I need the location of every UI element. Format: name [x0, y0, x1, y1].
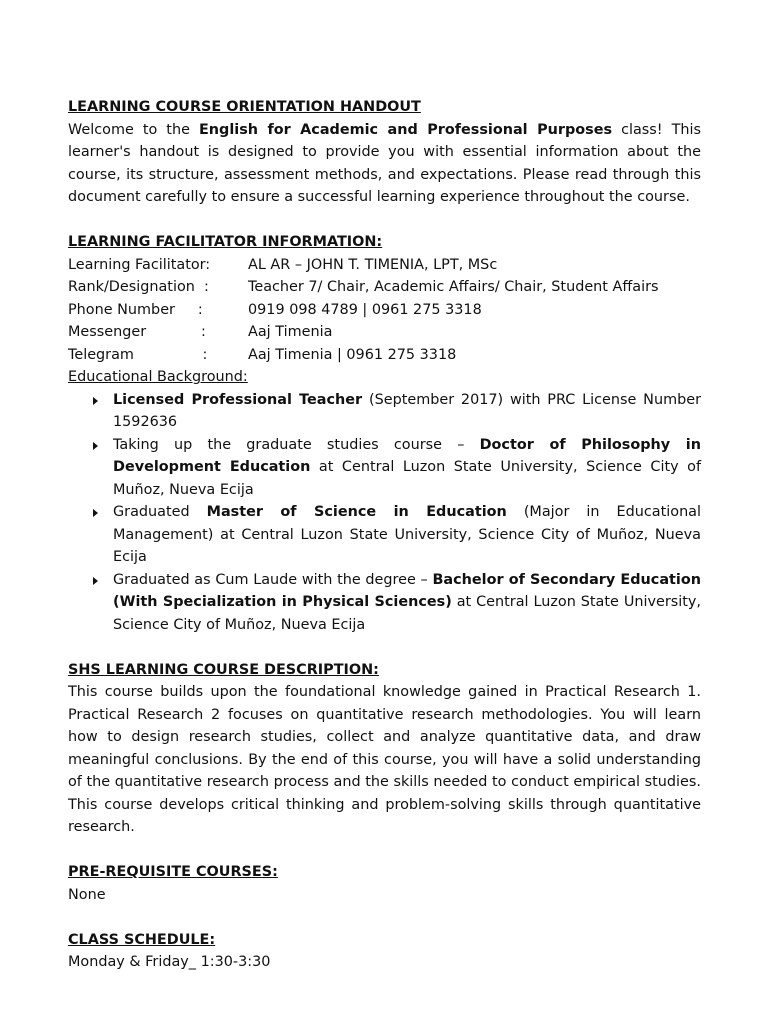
class-schedule-heading: CLASS SCHEDULE:	[68, 931, 216, 948]
course-description-text: This course builds upon the foundational knowledge gained in Practical Research 1. Practical Research 2 focuses on quantitative research methodologies. You will learn how to design research studies, collect and analyze quantitative data, and draw meaningful conclusions. By the end of this course, you will have a solid understanding of the quantitative research process and the skills needed to conduct empirical studies. This course develops critical thinking and problem-solving skills through quantitative research.	[68, 684, 701, 835]
info-row-messenger	[68, 321, 701, 344]
facilitator-heading: LEARNING FACILITATOR INFORMATION:	[68, 234, 383, 250]
list-item: Taking up the graduate studies course – Doctor of Philosophy in Development Education at Central Luzon State University, Science City of Muñoz, Nueva Ecija	[68, 434, 701, 502]
triangle-bullet-icon	[93, 577, 98, 585]
course-description-heading: SHS LEARNING COURSE DESCRIPTION:	[68, 661, 379, 678]
triangle-bullet-icon	[93, 509, 98, 517]
triangle-bullet-icon	[93, 442, 98, 450]
info-label: Learning Facilitator:	[68, 256, 211, 273]
info-value: Aaj Timenia	[248, 324, 333, 340]
info-label: Rank/Designation :	[68, 279, 209, 295]
info-value: 0919 098 4789 | 0961 275 3318	[248, 301, 482, 318]
list-item: Licensed Professional Teacher (September 2017) with PRC License Number 1592636	[68, 389, 701, 434]
info-label: Phone Number :	[68, 301, 203, 318]
prerequisites-heading: PRE-REQUISITE COURSES:	[68, 864, 278, 880]
prerequisites-text: None	[68, 886, 106, 903]
list-item: Graduated as Cum Laude with the degree – Bachelor of Secondary Education (With Specialization in Physical Sciences) at Central Luzon State University, Science City of Muñoz, Nueva Ecija	[68, 569, 701, 637]
info-row-phone	[68, 299, 701, 322]
intro-paragraph: Welcome to the English for Academic and Professional Purposes class! This learner's handout is designed to provide you with essential information about the course, its structure, assessment methods, and expectations. Please read through this document carefully to ensure a successful learning experience throughout the course.	[68, 121, 701, 205]
info-value: Teacher 7/ Chair, Academic Affairs/ Chair, Student Affairs	[248, 279, 659, 295]
course-name: English for Academic and Professional Purposes	[198, 121, 613, 138]
document-page	[68, 96, 701, 974]
info-row-telegram	[68, 344, 701, 367]
info-value: AL AR – JOHN T. TIMENIA, LPT, MSc	[248, 256, 498, 273]
class-schedule-text: Monday & Friday_ 1:30-3:30	[68, 954, 271, 970]
info-label: Messenger :	[68, 324, 206, 340]
education-list	[68, 389, 701, 637]
list-item: Graduated Master of Science in Education (Major in Educational Management) at Central Luzon State University, Science City of Muñoz, Nueva Ecija	[68, 501, 701, 569]
info-value: Aaj Timenia | 0961 275 3318	[248, 346, 457, 363]
info-label: Telegram :	[68, 346, 208, 363]
educational-background-label: Educational Background:	[68, 369, 248, 385]
info-row-facilitator	[68, 254, 701, 277]
info-row-rank	[68, 276, 701, 299]
handout-title: LEARNING COURSE ORIENTATION HANDOUT	[68, 99, 421, 115]
triangle-bullet-icon	[93, 397, 98, 405]
